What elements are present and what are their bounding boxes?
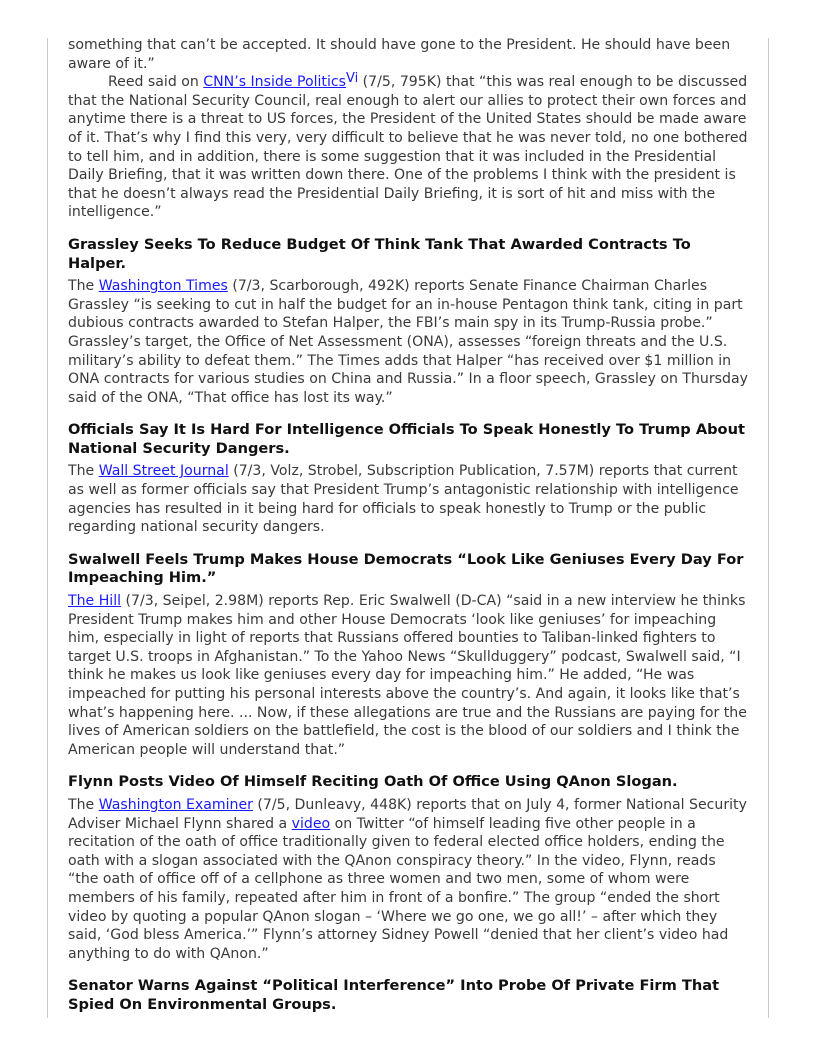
- article-body-intelligence: The Wall Street Journal (7/3, Volz, Strobel, Subscription Publication, 7.57M) reports that current as well as former officials say that President Trump’s antagonistic relationship with intelligence agencies has resulted in it being hard for officials to speak honestly to Trump or the public regarding national security dangers.: [68, 463, 739, 536]
- source-link-wall-street-journal[interactable]: Wall Street Journal: [98, 463, 229, 480]
- intro-paragraph-reed: Reed said on CNN’s Inside Politics$^{Vi}$ (7/5, 795K) that “this was real enough to be discussed that the National Security Council, real enough to alert our allies to protect their own forces and anytime there is a threat to US forces, the President of the United States should be made aware of it. That’s why I find this very, very difficult to believe that he was never told, no one bothered to tell him, and in addition, there is some suggestion that it was included in the Presidential Daily Briefing, that it was written down there. One of the problems I think with the president is that he doesn’t always read the Presidential Daily Briefing, it is sort of hit and miss with the intelligence.”: [68, 71, 748, 221]
- article-headline-intelligence: Officials Say It Is Hard For Intelligence Officials To Speak Honestly To Trump About National Security Dangers.: [68, 421, 745, 457]
- article-headline-grassley: Grassley Seeks To Reduce Budget Of Think Tank That Awarded Contracts To Halper.: [68, 235, 691, 272]
- left-margin-rule: [47, 38, 48, 1018]
- article-headline-senator: Senator Warns Against “Political Interference” Into Probe Of Private Firm That Spied On Environmental Groups.: [68, 977, 720, 1013]
- article-headline-swalwell: Swalwell Feels Trump Makes House Democrats “Look Like Geniuses Every Day For Impeaching Him.”: [68, 550, 744, 587]
- video-link[interactable]: video: [291, 815, 331, 832]
- source-link-washington-examiner[interactable]: Washington Examiner: [98, 796, 253, 813]
- document-page: [68, 36, 748, 1015]
- source-link-washington-times[interactable]: Washington Times: [98, 278, 228, 295]
- article-body-grassley: The Washington Times (7/3, Scarborough, 492K) reports Senate Finance Chairman Charles Grassley “is seeking to cut in half the budget for an in-house Pentagon think tank, citing in part dubious contracts awarded to Stefan Halper, the FBI’s main spy in its Trump-Russia probe.” Grassley’s target, the Office of Net Assessment (ONA), assesses “foreign threats and the U.S. military’s ability to defeat them.” The Times adds that Halper “has received over $1 million in ONA contracts for various studies on China and Russia.” In a floor speech, Grassley on Thursday said of the ONA, “That office has lost its way.”: [68, 278, 748, 406]
- intro-paragraph-continued: something that can’t be accepted. It should have gone to the President. He should have been aware of it.”: [68, 37, 731, 72]
- source-link-cnn[interactable]: CNN’s Inside Politics: [203, 74, 346, 91]
- right-margin-rule: [768, 38, 769, 1018]
- article-body-swalwell: The Hill (7/3, Seipel, 2.98M) reports Rep. Eric Swalwell (D-CA) “said in a new interview he thinks President Trump makes him and other House Democrats ‘look like geniuses’ for impeaching him, especially in light of reports that Russians offered bounties to Taliban-linked fighters to target U.S. troops in Afghanistan.” To the Yahoo News “Skullduggery” podcast, Swalwell said, “I think he makes us look like geniuses every day for impeaching him.” He added, “He was impeached for putting his personal interests above the country’s. And again, it looks like that’s what’s happening here. ... Now, if these allegations are true and the Russians are paying for the lives of American soldiers on the battlefield, the cost is the blood of our soldiers and I think the American people will understand that.”: [68, 593, 747, 758]
- source-link-the-hill[interactable]: The Hill: [68, 593, 122, 610]
- article-body-flynn: The Washington Examiner (7/5, Dunleavy, 448K) reports that on July 4, former National Security Adviser Michael Flynn shared a video on Twitter “of himself leading five other people in a recitation of the oath of office traditionally given to federal elected office holders, ending the oath with a slogan associated with the QAnon conspiracy theory.” In the video, Flynn, reads “the oath of office off of a cellphone as three women and two men, some of whom were members of his family, repeated after him in front of a bonfire.” The group “ended the short video by quoting a popular QAnon slogan – ‘Where we go one, we go all!’ – after which they said, ‘God bless America.’” Flynn’s attorney Sidney Powell “denied that her client’s video had anything to do with QAnon.”: [68, 796, 747, 962]
- article-headline-flynn: Flynn Posts Video Of Himself Reciting Oath Of Office Using QAnon Slogan.: [68, 773, 678, 791]
- endnote-marker[interactable]: Vi: [345, 71, 359, 87]
